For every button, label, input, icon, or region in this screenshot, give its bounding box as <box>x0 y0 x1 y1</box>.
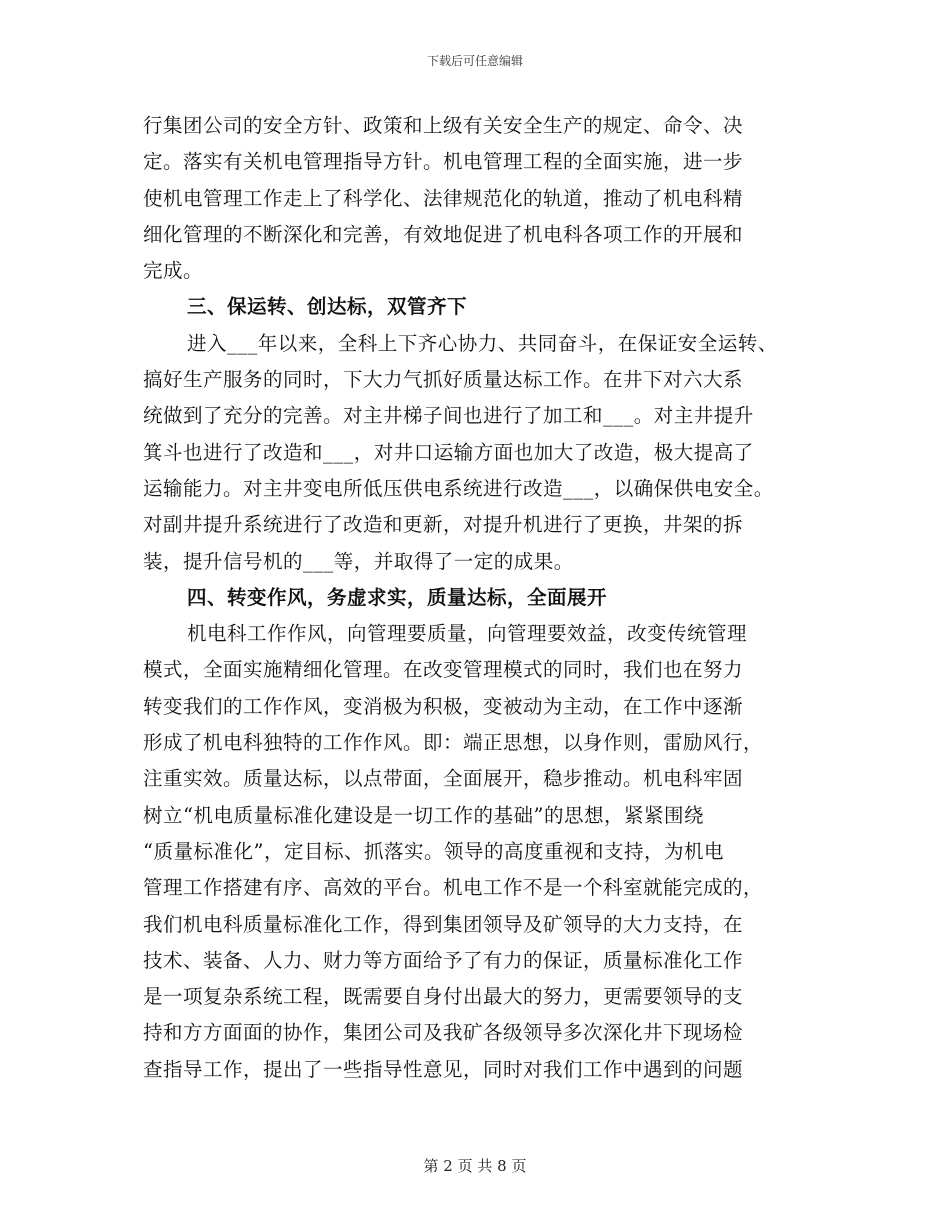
document-body <box>143 108 807 1088</box>
body-line: 使机电管理工作走上了科学化、法律规范化的轨道，推动了机电科精 <box>143 186 744 210</box>
body-line: 完成。 <box>143 259 204 283</box>
body-line: 机电科工作作风，向管理要质量，向管理要效益，改变传统管理 <box>187 622 748 646</box>
body-line: 进入___年以来，全科上下齐心协力、共同奋斗，在保证安全运转、 <box>187 331 778 355</box>
body-line: 装，提升信号机的___等，并取得了一定的成果。 <box>143 549 574 573</box>
body-line: 定。落实有关机电管理指导方针。机电管理工程的全面实施，进一步 <box>143 150 744 174</box>
body-line: 我们机电科质量标准化工作，得到集团领导及矿领导的大力支持，在 <box>143 912 744 936</box>
body-line: 对副井提升系统进行了改造和更新，对提升机进行了更换，井架的拆 <box>143 513 744 537</box>
header-note: 下载后可任意编辑 <box>426 54 523 68</box>
page-indicator: 第 2 页 共 8 页 <box>423 1157 527 1175</box>
body-line: 树立“机电质量标准化建设是一切工作的基础”的思想，紧紧围绕 <box>143 803 704 827</box>
body-line: 转变我们的工作作风，变消极为积极，变被动为主动，在工作中逐渐 <box>143 694 744 718</box>
section-heading-4: 四、转变作风，务虚求实，质量达标，全面展开 <box>187 585 608 609</box>
body-line: 是一项复杂系统工程，既需要自身付出最大的努力，更需要领导的支 <box>143 985 744 1009</box>
body-line: 细化管理的不断深化和完善，有效地促进了机电科各项工作的开展和 <box>143 222 744 246</box>
body-line: 行集团公司的安全方针、政策和上级有关安全生产的规定、命令、决 <box>143 114 744 137</box>
body-line: 管理工作搭建有序、高效的平台。机电工作不是一个科室就能完成的， <box>143 876 764 900</box>
body-line: 箕斗也进行了改造和___，对井口运输方面也加大了改造，极大提高了 <box>143 440 754 464</box>
body-line: 搞好生产服务的同时，下大力气抓好质量达标工作。在井下对六大系 <box>143 368 744 392</box>
body-line: 注重实效。质量达标，以点带面，全面展开，稳步推动。机电科牢固 <box>143 767 744 791</box>
body-line: 统做到了充分的完善。对主井梯子间也进行了加工和___。对主井提升 <box>143 404 754 428</box>
body-line: 查指导工作，提出了一些指导性意见，同时对我们工作中遇到的问题 <box>143 1057 744 1081</box>
body-line: “质量标准化”，定目标、抓落实。领导的高度重视和支持，为机电 <box>143 839 724 863</box>
section-heading-3: 三、保运转、创达标，双管齐下 <box>187 295 468 319</box>
body-line: 技术、装备、人力、财力等方面给予了有力的保证，质量标准化工作 <box>143 948 744 972</box>
body-line: 形成了机电科独特的工作作风。即：端正思想，以身作则，雷励风行， <box>143 731 764 755</box>
body-line: 运输能力。对主井变电所低压供电系统进行改造___，以确保供电安全。 <box>143 476 774 500</box>
body-line: 模式，全面实施精细化管理。在改变管理模式的同时，我们也在努力 <box>143 658 744 682</box>
body-line: 持和方方面面的协作，集团公司及我矿各级领导多次深化井下现场检 <box>143 1021 744 1045</box>
